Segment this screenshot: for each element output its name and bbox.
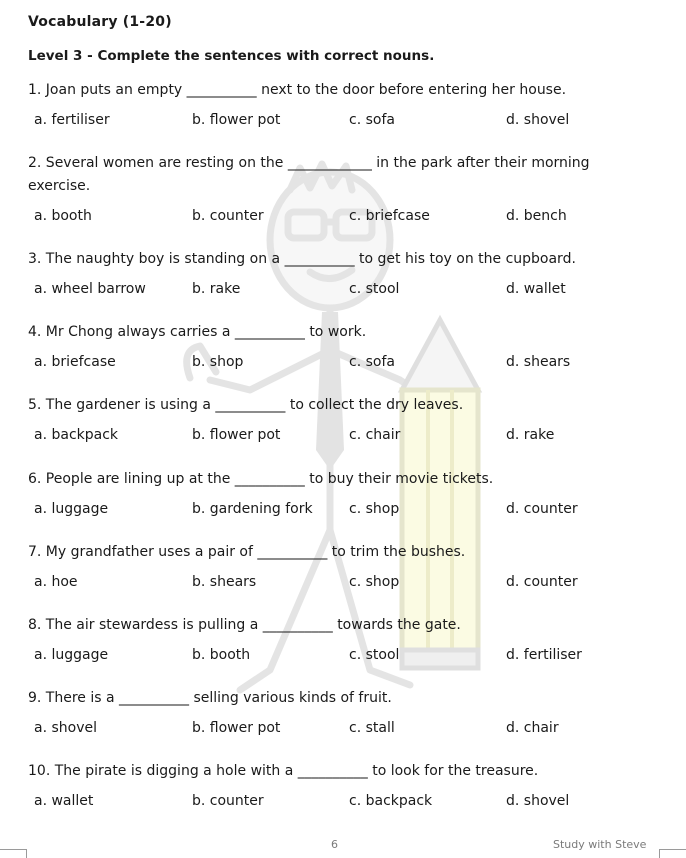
answer-option: d. shovel [506, 112, 570, 128]
answer-option: b. shop [192, 354, 244, 370]
answer-option: c. stall [349, 720, 395, 736]
answer-option: a. hoe [34, 574, 78, 590]
answer-option: c. chair [349, 427, 401, 443]
answer-option: b. counter [192, 793, 264, 809]
answer-options [34, 793, 654, 813]
answer-option: a. wallet [34, 793, 94, 809]
answer-option: a. wheel barrow [34, 281, 146, 297]
answer-option: b. flower pot [192, 427, 281, 443]
answer-option: c. sofa [349, 354, 395, 370]
question-text: 8. The air stewardess is pulling a __________ towards the gate. [28, 617, 461, 633]
answer-options [34, 427, 654, 447]
question-text: 9. There is a __________ selling various kinds of fruit. [28, 690, 392, 706]
answer-option: d. rake [506, 427, 555, 443]
answer-option: c. briefcase [349, 208, 430, 224]
question-text: 4. Mr Chong always carries a __________ to work. [28, 324, 367, 340]
answer-option: a. luggage [34, 501, 109, 517]
answer-option: d. shovel [506, 793, 570, 809]
question-text: 6. People are lining up at the __________ to buy their movie tickets. [28, 471, 494, 487]
answer-options [34, 574, 654, 594]
answer-option: a. briefcase [34, 354, 116, 370]
answer-option: d. fertiliser [506, 647, 582, 663]
question-text: 3. The naughty boy is standing on a __________ to get his toy on the cupboard. [28, 251, 576, 267]
answer-option: a. fertiliser [34, 112, 110, 128]
answer-option: d. counter [506, 501, 578, 517]
answer-option: d. chair [506, 720, 559, 736]
question-text: 1. Joan puts an empty __________ next to the door before entering her house. [28, 82, 567, 98]
answer-options [34, 720, 654, 740]
answer-option: b. booth [192, 647, 251, 663]
answer-options [34, 501, 654, 521]
footer-brand: Study with Steve [553, 838, 647, 851]
answer-option: c. shop [349, 574, 400, 590]
answer-option: a. backpack [34, 427, 119, 443]
question-text: 5. The gardener is using a __________ to collect the dry leaves. [28, 397, 464, 413]
answer-option: c. stool [349, 281, 400, 297]
answer-option: b. gardening fork [192, 501, 313, 517]
answer-option: c. stool [349, 647, 400, 663]
answer-options [34, 354, 654, 374]
answer-option: b. flower pot [192, 112, 281, 128]
question-text: 7. My grandfather uses a pair of __________ to trim the bushes. [28, 544, 466, 560]
answer-option: b. counter [192, 208, 264, 224]
answer-options [34, 208, 654, 228]
worksheet-instruction: Level 3 - Complete the sentences with correct nouns. [28, 48, 435, 64]
answer-option: a. shovel [34, 720, 97, 736]
worksheet-title: Vocabulary (1-20) [28, 14, 172, 30]
answer-options [34, 112, 654, 132]
answer-options [34, 647, 654, 667]
answer-option: b. shears [192, 574, 257, 590]
question-text: 10. The pirate is digging a hole with a __________ to look for the treasure. [28, 763, 539, 779]
answer-options [34, 281, 654, 301]
answer-option: d. wallet [506, 281, 566, 297]
answer-option: c. shop [349, 501, 400, 517]
question-text: 2. Several women are resting on the ____________ in the park after their morning exercise. [28, 155, 590, 194]
answer-option: c. backpack [349, 793, 433, 809]
answer-option: a. booth [34, 208, 92, 224]
answer-option: b. rake [192, 281, 241, 297]
page-number: 6 [331, 838, 338, 851]
answer-option: d. bench [506, 208, 567, 224]
answer-option: d. shears [506, 354, 571, 370]
answer-option: c. sofa [349, 112, 395, 128]
answer-option: d. counter [506, 574, 578, 590]
answer-option: a. luggage [34, 647, 109, 663]
answer-option: b. flower pot [192, 720, 281, 736]
